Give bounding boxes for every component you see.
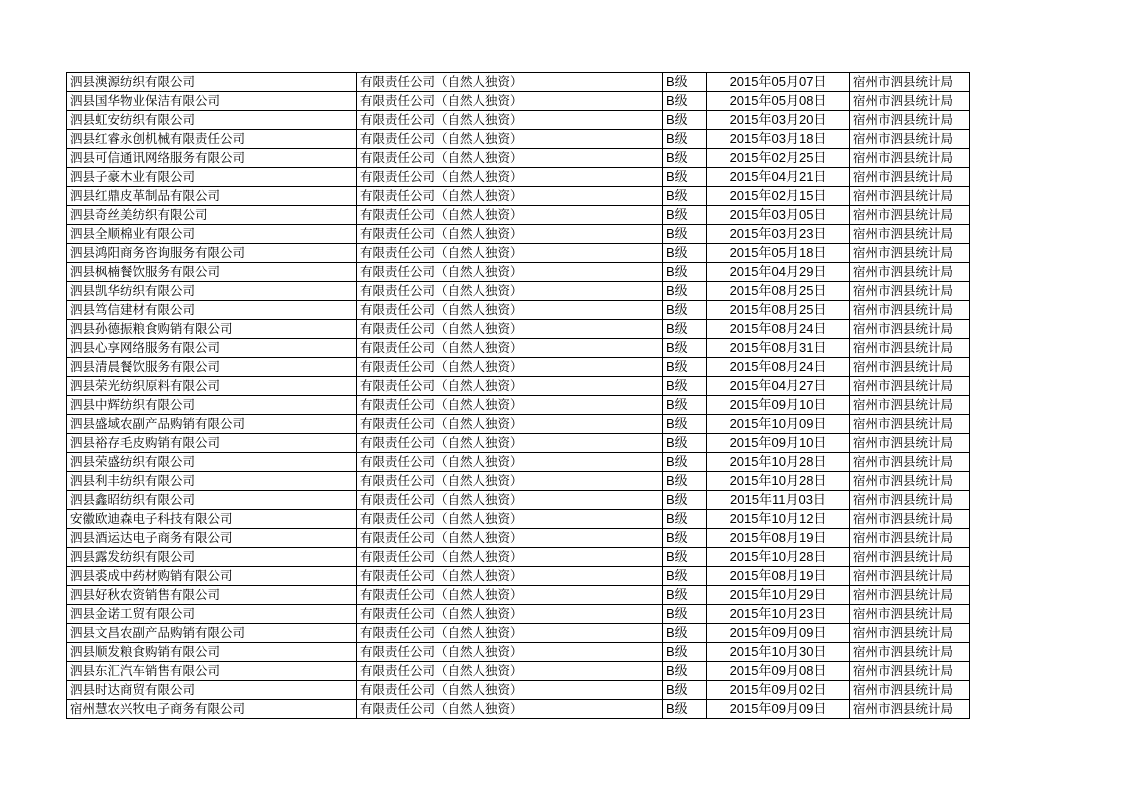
credit-grade-cell: B级 — [663, 624, 707, 643]
company-type-cell: 有限责任公司（自然人独资） — [357, 225, 663, 244]
authority-cell: 宿州市泗县统计局 — [850, 320, 970, 339]
table-row — [67, 548, 970, 567]
credit-grade-cell: B级 — [663, 358, 707, 377]
date-cell: 2015年09月02日 — [707, 681, 850, 700]
date-cell: 2015年08月24日 — [707, 358, 850, 377]
authority-cell: 宿州市泗县统计局 — [850, 168, 970, 187]
table-row — [67, 567, 970, 586]
company-type-cell: 有限责任公司（自然人独资） — [357, 301, 663, 320]
company-name-cell: 泗县荣盛纺织有限公司 — [67, 453, 357, 472]
company-type-cell: 有限责任公司（自然人独资） — [357, 586, 663, 605]
table-row — [67, 415, 970, 434]
date-cell: 2015年10月28日 — [707, 548, 850, 567]
company-name-cell: 泗县中辉纺织有限公司 — [67, 396, 357, 415]
credit-grade-cell: B级 — [663, 681, 707, 700]
table-row — [67, 491, 970, 510]
table-row — [67, 320, 970, 339]
date-cell: 2015年10月09日 — [707, 415, 850, 434]
credit-grade-cell: B级 — [663, 244, 707, 263]
company-name-cell: 泗县凯华纺织有限公司 — [67, 282, 357, 301]
table-row — [67, 662, 970, 681]
authority-cell: 宿州市泗县统计局 — [850, 643, 970, 662]
authority-cell: 宿州市泗县统计局 — [850, 415, 970, 434]
company-name-cell: 泗县心享网络服务有限公司 — [67, 339, 357, 358]
credit-grade-cell: B级 — [663, 529, 707, 548]
credit-grade-cell: B级 — [663, 377, 707, 396]
authority-cell: 宿州市泗县统计局 — [850, 130, 970, 149]
company-type-cell: 有限责任公司（自然人独资） — [357, 377, 663, 396]
company-type-cell: 有限责任公司（自然人独资） — [357, 510, 663, 529]
company-name-cell: 泗县子豪木业有限公司 — [67, 168, 357, 187]
table-row — [67, 130, 970, 149]
credit-grade-cell: B级 — [663, 472, 707, 491]
authority-cell: 宿州市泗县统计局 — [850, 301, 970, 320]
date-cell: 2015年09月10日 — [707, 434, 850, 453]
credit-grade-cell: B级 — [663, 282, 707, 301]
table-row — [67, 225, 970, 244]
authority-cell: 宿州市泗县统计局 — [850, 605, 970, 624]
company-type-cell: 有限责任公司（自然人独资） — [357, 548, 663, 567]
table-row — [67, 681, 970, 700]
table-row — [67, 187, 970, 206]
credit-grade-cell: B级 — [663, 130, 707, 149]
date-cell: 2015年08月19日 — [707, 567, 850, 586]
authority-cell: 宿州市泗县统计局 — [850, 377, 970, 396]
credit-grade-cell: B级 — [663, 491, 707, 510]
table-row — [67, 377, 970, 396]
authority-cell: 宿州市泗县统计局 — [850, 396, 970, 415]
company-name-cell: 泗县国华物业保洁有限公司 — [67, 92, 357, 111]
table-row — [67, 244, 970, 263]
table-row — [67, 282, 970, 301]
company-name-cell: 泗县金诺工贸有限公司 — [67, 605, 357, 624]
company-name-cell: 泗县裕存毛皮购销有限公司 — [67, 434, 357, 453]
authority-cell: 宿州市泗县统计局 — [850, 206, 970, 225]
authority-cell: 宿州市泗县统计局 — [850, 282, 970, 301]
company-type-cell: 有限责任公司（自然人独资） — [357, 358, 663, 377]
company-type-cell: 有限责任公司（自然人独资） — [357, 662, 663, 681]
table-row — [67, 149, 970, 168]
credit-grade-cell: B级 — [663, 168, 707, 187]
company-type-cell: 有限责任公司（自然人独资） — [357, 491, 663, 510]
date-cell: 2015年08月31日 — [707, 339, 850, 358]
table-row — [67, 168, 970, 187]
company-name-cell: 泗县红鼎皮革制品有限公司 — [67, 187, 357, 206]
table-row — [67, 643, 970, 662]
date-cell: 2015年08月24日 — [707, 320, 850, 339]
table-row — [67, 605, 970, 624]
table-row — [67, 510, 970, 529]
company-name-cell: 宿州慧农兴牧电子商务有限公司 — [67, 700, 357, 719]
company-type-cell: 有限责任公司（自然人独资） — [357, 396, 663, 415]
table-row — [67, 453, 970, 472]
date-cell: 2015年10月12日 — [707, 510, 850, 529]
authority-cell: 宿州市泗县统计局 — [850, 586, 970, 605]
company-type-cell: 有限责任公司（自然人独资） — [357, 643, 663, 662]
authority-cell: 宿州市泗县统计局 — [850, 548, 970, 567]
authority-cell: 宿州市泗县统计局 — [850, 149, 970, 168]
authority-cell: 宿州市泗县统计局 — [850, 73, 970, 92]
table-body — [67, 73, 970, 719]
authority-cell: 宿州市泗县统计局 — [850, 187, 970, 206]
company-type-cell: 有限责任公司（自然人独资） — [357, 624, 663, 643]
date-cell: 2015年10月28日 — [707, 472, 850, 491]
company-type-cell: 有限责任公司（自然人独资） — [357, 168, 663, 187]
company-type-cell: 有限责任公司（自然人独资） — [357, 472, 663, 491]
authority-cell: 宿州市泗县统计局 — [850, 662, 970, 681]
authority-cell: 宿州市泗县统计局 — [850, 244, 970, 263]
date-cell: 2015年08月25日 — [707, 301, 850, 320]
company-type-cell: 有限责任公司（自然人独资） — [357, 206, 663, 225]
date-cell: 2015年03月20日 — [707, 111, 850, 130]
authority-cell: 宿州市泗县统计局 — [850, 529, 970, 548]
authority-cell: 宿州市泗县统计局 — [850, 111, 970, 130]
authority-cell: 宿州市泗县统计局 — [850, 567, 970, 586]
authority-cell: 宿州市泗县统计局 — [850, 263, 970, 282]
authority-cell: 宿州市泗县统计局 — [850, 434, 970, 453]
date-cell: 2015年02月15日 — [707, 187, 850, 206]
authority-cell: 宿州市泗县统计局 — [850, 681, 970, 700]
company-type-cell: 有限责任公司（自然人独资） — [357, 453, 663, 472]
credit-grade-cell: B级 — [663, 263, 707, 282]
company-type-cell: 有限责任公司（自然人独资） — [357, 92, 663, 111]
company-type-cell: 有限责任公司（自然人独资） — [357, 339, 663, 358]
date-cell: 2015年05月08日 — [707, 92, 850, 111]
credit-grade-cell: B级 — [663, 510, 707, 529]
date-cell: 2015年09月10日 — [707, 396, 850, 415]
company-name-cell: 泗县孙德振粮食购销有限公司 — [67, 320, 357, 339]
company-type-cell: 有限责任公司（自然人独资） — [357, 282, 663, 301]
company-name-cell: 泗县东汇汽车销售有限公司 — [67, 662, 357, 681]
company-type-cell: 有限责任公司（自然人独资） — [357, 529, 663, 548]
company-type-cell: 有限责任公司（自然人独资） — [357, 244, 663, 263]
table-row — [67, 700, 970, 719]
credit-grade-cell: B级 — [663, 149, 707, 168]
credit-grade-cell: B级 — [663, 586, 707, 605]
table-row — [67, 111, 970, 130]
credit-grade-cell: B级 — [663, 434, 707, 453]
company-name-cell: 泗县鸿阳商务咨询服务有限公司 — [67, 244, 357, 263]
company-type-cell: 有限责任公司（自然人独资） — [357, 434, 663, 453]
credit-grade-cell: B级 — [663, 206, 707, 225]
credit-grade-cell: B级 — [663, 700, 707, 719]
credit-grade-cell: B级 — [663, 187, 707, 206]
company-name-cell: 泗县裘成中药材购销有限公司 — [67, 567, 357, 586]
authority-cell: 宿州市泗县统计局 — [850, 700, 970, 719]
credit-grade-cell: B级 — [663, 453, 707, 472]
credit-grade-cell: B级 — [663, 567, 707, 586]
table-row — [67, 434, 970, 453]
credit-grade-cell: B级 — [663, 662, 707, 681]
company-name-cell: 泗县酒运达电子商务有限公司 — [67, 529, 357, 548]
date-cell: 2015年10月29日 — [707, 586, 850, 605]
company-name-cell: 泗县利丰纺织有限公司 — [67, 472, 357, 491]
table-row — [67, 73, 970, 92]
date-cell: 2015年03月18日 — [707, 130, 850, 149]
company-name-cell: 泗县全顺棉业有限公司 — [67, 225, 357, 244]
date-cell: 2015年10月28日 — [707, 453, 850, 472]
credit-grade-cell: B级 — [663, 111, 707, 130]
table-row — [67, 586, 970, 605]
table-row — [67, 339, 970, 358]
company-name-cell: 泗县好秋农资销售有限公司 — [67, 586, 357, 605]
authority-cell: 宿州市泗县统计局 — [850, 472, 970, 491]
table-row — [67, 301, 970, 320]
date-cell: 2015年02月25日 — [707, 149, 850, 168]
company-type-cell: 有限责任公司（自然人独资） — [357, 73, 663, 92]
company-type-cell: 有限责任公司（自然人独资） — [357, 567, 663, 586]
authority-cell: 宿州市泗县统计局 — [850, 624, 970, 643]
date-cell: 2015年11月03日 — [707, 491, 850, 510]
credit-grade-cell: B级 — [663, 301, 707, 320]
company-name-cell: 泗县文昌农副产品购销有限公司 — [67, 624, 357, 643]
date-cell: 2015年03月23日 — [707, 225, 850, 244]
company-name-cell: 泗县清晨餐饮服务有限公司 — [67, 358, 357, 377]
credit-grade-cell: B级 — [663, 73, 707, 92]
credit-grade-cell: B级 — [663, 320, 707, 339]
company-type-cell: 有限责任公司（自然人独资） — [357, 681, 663, 700]
credit-grade-cell: B级 — [663, 415, 707, 434]
date-cell: 2015年05月18日 — [707, 244, 850, 263]
company-name-cell: 泗县笃信建材有限公司 — [67, 301, 357, 320]
company-name-cell: 泗县顺发粮食购销有限公司 — [67, 643, 357, 662]
date-cell: 2015年09月08日 — [707, 662, 850, 681]
date-cell: 2015年04月29日 — [707, 263, 850, 282]
date-cell: 2015年08月19日 — [707, 529, 850, 548]
company-name-cell: 泗县可信通讯网络服务有限公司 — [67, 149, 357, 168]
company-credit-table — [66, 72, 970, 719]
company-name-cell: 泗县盛域农副产品购销有限公司 — [67, 415, 357, 434]
table-row — [67, 358, 970, 377]
credit-grade-cell: B级 — [663, 548, 707, 567]
table-row — [67, 206, 970, 225]
authority-cell: 宿州市泗县统计局 — [850, 92, 970, 111]
company-name-cell: 泗县奇丝美纺织有限公司 — [67, 206, 357, 225]
company-name-cell: 泗县红睿永创机械有限责任公司 — [67, 130, 357, 149]
date-cell: 2015年03月05日 — [707, 206, 850, 225]
credit-grade-cell: B级 — [663, 225, 707, 244]
company-type-cell: 有限责任公司（自然人独资） — [357, 415, 663, 434]
table-row — [67, 92, 970, 111]
company-type-cell: 有限责任公司（自然人独资） — [357, 187, 663, 206]
date-cell: 2015年09月09日 — [707, 700, 850, 719]
authority-cell: 宿州市泗县统计局 — [850, 225, 970, 244]
date-cell: 2015年04月27日 — [707, 377, 850, 396]
date-cell: 2015年05月07日 — [707, 73, 850, 92]
credit-grade-cell: B级 — [663, 605, 707, 624]
company-type-cell: 有限责任公司（自然人独资） — [357, 320, 663, 339]
company-name-cell: 泗县澳源纺织有限公司 — [67, 73, 357, 92]
company-type-cell: 有限责任公司（自然人独资） — [357, 263, 663, 282]
table-row — [67, 396, 970, 415]
company-type-cell: 有限责任公司（自然人独资） — [357, 700, 663, 719]
credit-grade-cell: B级 — [663, 643, 707, 662]
authority-cell: 宿州市泗县统计局 — [850, 358, 970, 377]
company-type-cell: 有限责任公司（自然人独资） — [357, 605, 663, 624]
table-row — [67, 472, 970, 491]
table-row — [67, 263, 970, 282]
date-cell: 2015年04月21日 — [707, 168, 850, 187]
credit-grade-cell: B级 — [663, 92, 707, 111]
company-type-cell: 有限责任公司（自然人独资） — [357, 149, 663, 168]
date-cell: 2015年10月30日 — [707, 643, 850, 662]
table-row — [67, 624, 970, 643]
authority-cell: 宿州市泗县统计局 — [850, 510, 970, 529]
company-name-cell: 泗县荣光纺织原料有限公司 — [67, 377, 357, 396]
credit-grade-cell: B级 — [663, 396, 707, 415]
authority-cell: 宿州市泗县统计局 — [850, 339, 970, 358]
company-type-cell: 有限责任公司（自然人独资） — [357, 111, 663, 130]
company-name-cell: 泗县露发纺织有限公司 — [67, 548, 357, 567]
date-cell: 2015年09月09日 — [707, 624, 850, 643]
company-name-cell: 泗县时达商贸有限公司 — [67, 681, 357, 700]
authority-cell: 宿州市泗县统计局 — [850, 453, 970, 472]
credit-grade-cell: B级 — [663, 339, 707, 358]
date-cell: 2015年08月25日 — [707, 282, 850, 301]
company-name-cell: 安徽欧迪森电子科技有限公司 — [67, 510, 357, 529]
company-type-cell: 有限责任公司（自然人独资） — [357, 130, 663, 149]
date-cell: 2015年10月23日 — [707, 605, 850, 624]
company-name-cell: 泗县虹安纺织有限公司 — [67, 111, 357, 130]
company-name-cell: 泗县枫楠餐饮服务有限公司 — [67, 263, 357, 282]
company-name-cell: 泗县鑫昭纺织有限公司 — [67, 491, 357, 510]
table-row — [67, 529, 970, 548]
authority-cell: 宿州市泗县统计局 — [850, 491, 970, 510]
